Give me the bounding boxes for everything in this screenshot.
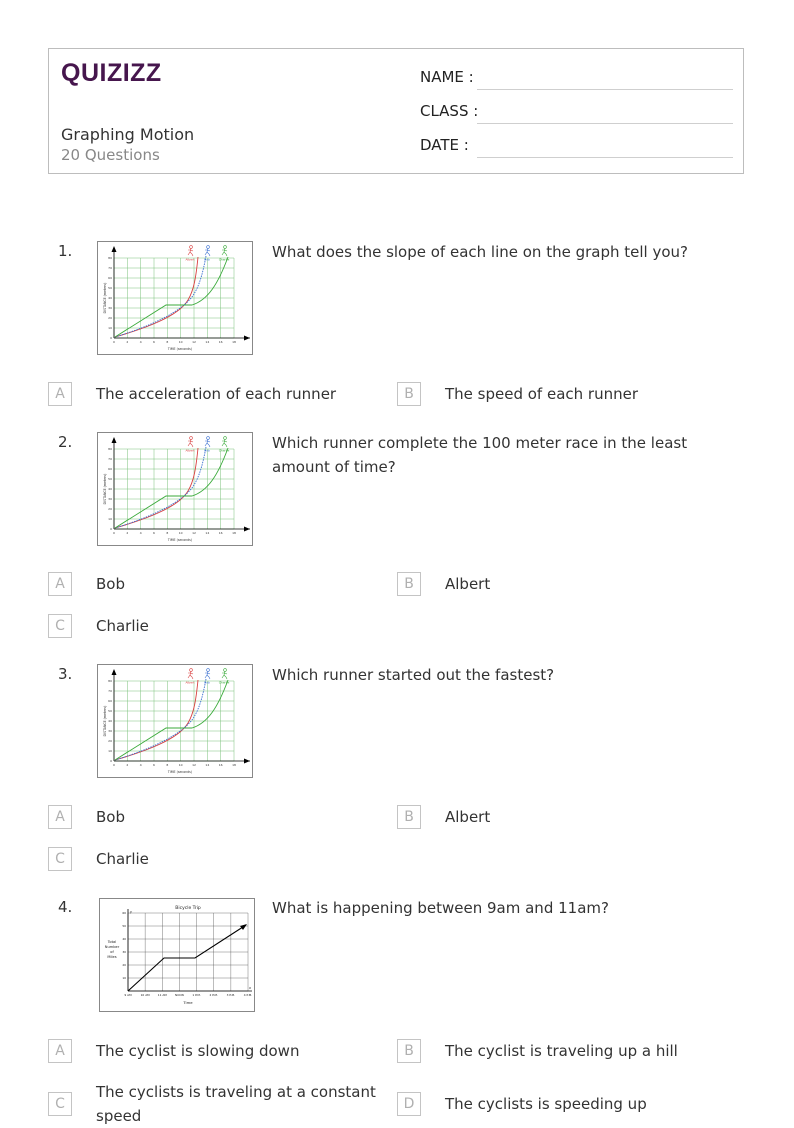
y-axis-arrow [112, 246, 117, 252]
x-tick-label: 8 [166, 340, 169, 344]
x-tick-label: 12 [192, 531, 196, 535]
y-tick-labels [108, 679, 112, 763]
y-tick-label: 50 [108, 709, 112, 713]
name-label: NAME : [420, 68, 474, 86]
x-axis-arrow [244, 759, 250, 764]
y-axis-arrow [112, 669, 117, 675]
x-tick-label: 0 [113, 763, 115, 767]
x-axis-arrow [244, 336, 250, 341]
bicycle-trip-graph [100, 899, 254, 1011]
y-tick-label: 60 [122, 911, 126, 915]
y-tick-label: 10 [122, 976, 126, 980]
x-tick-label: 2 [126, 531, 129, 535]
y-axis-label-line: Miles [107, 955, 117, 959]
x-tick-label: 2 [126, 763, 129, 767]
q4-option-a-text[interactable]: The cyclist is slowing down [96, 1042, 300, 1060]
q2-option-b-text[interactable]: Albert [445, 575, 491, 593]
running-figure-icon [188, 669, 193, 679]
question-1-text: What does the slope of each line on the graph tell you? [272, 243, 689, 261]
x-tick-label: 10 [178, 763, 183, 767]
y-axis-label: DISTANCE (meters) [103, 473, 107, 505]
x-tick-label: 9 AM [124, 993, 132, 997]
y-tick-label: 0 [110, 759, 112, 763]
x-tick-label: 2 P.M. [209, 993, 218, 997]
x-tick-label: 6 [153, 531, 155, 535]
legend-label: Bob [204, 680, 210, 685]
legend-label: Charlie [218, 257, 230, 262]
x-tick-label: 6 [153, 340, 155, 344]
runner-distance-time-graph [98, 433, 252, 545]
y-axis-label-line: Number [104, 945, 120, 949]
x-tick-label: 4 [139, 763, 142, 767]
q4-option-a-box[interactable]: A [48, 1039, 72, 1063]
bike-graph-title: Bicycle Trip [175, 906, 201, 911]
runner-legend [185, 246, 229, 262]
y-tick-label: 50 [108, 286, 112, 290]
y-tick-label: 0 [110, 336, 112, 340]
running-figure-icon [222, 669, 227, 679]
q4-option-b-box[interactable]: B [397, 1039, 421, 1063]
x-tick-label: 16 [218, 340, 223, 344]
y-axis-letter: y [130, 910, 133, 914]
y-tick-label: 80 [108, 447, 112, 451]
y-tick-label: 10 [108, 517, 112, 521]
bike-y-tick-labels [122, 911, 126, 980]
x-tick-label: 16 [218, 531, 223, 535]
runner-legend [185, 437, 229, 453]
q3-option-c-box[interactable]: C [48, 847, 72, 871]
x-tick-label: 1 P.M. [192, 993, 201, 997]
trip-line-arrow [240, 924, 247, 930]
x-axis-arrow [244, 527, 250, 532]
y-tick-label: 40 [108, 487, 112, 491]
y-tick-label: 0 [110, 527, 112, 531]
x-tick-label: 0 [113, 531, 115, 535]
y-tick-label: 30 [122, 950, 126, 954]
class-input-line[interactable] [477, 123, 733, 124]
x-axis-label: TIME (seconds) [167, 770, 193, 774]
question-4-text: What is happening between 9am and 11am? [272, 899, 609, 917]
x-tick-label: 6 [153, 763, 155, 767]
y-tick-label: 10 [108, 326, 112, 330]
q1-option-a-text[interactable]: The acceleration of each runner [96, 385, 337, 403]
y-axis-label-line: Total [107, 940, 117, 944]
x-tick-label: 14 [205, 763, 210, 767]
q4-option-d-box[interactable]: D [397, 1092, 421, 1116]
charlie-line [115, 680, 228, 760]
x-tick-label: 8 [166, 531, 169, 535]
running-figure-icon [188, 437, 193, 447]
x-tick-label: 4 [139, 340, 142, 344]
x-tick-label: 0 [113, 340, 115, 344]
question-3-image [97, 664, 253, 778]
y-tick-labels [108, 447, 112, 531]
q4-option-c-text[interactable]: The cyclists is traveling at a constant speed [96, 1083, 376, 1125]
y-tick-label: 10 [108, 749, 112, 753]
running-figure-icon [205, 437, 210, 447]
x-tick-label: 2 [126, 340, 129, 344]
x-tick-label: 10 [178, 340, 183, 344]
legend-label: Bob [204, 257, 210, 262]
y-tick-label: 20 [108, 507, 112, 511]
x-tick-label: 4 P.M. [243, 993, 253, 997]
running-figure-icon [222, 246, 227, 256]
runner-distance-time-graph [98, 242, 252, 354]
legend-label: Charlie [218, 680, 230, 685]
running-figure-icon [205, 669, 210, 679]
question-1-image [97, 241, 253, 355]
x-tick-label: 10 [178, 531, 183, 535]
y-axis-label: DISTANCE (meters) [103, 705, 107, 737]
quizizz-logo: QUIZIZZ [61, 59, 162, 87]
y-axis-label: DISTANCE (meters) [103, 282, 107, 314]
q2-option-c-box[interactable]: C [48, 614, 72, 638]
running-figure-icon [188, 246, 193, 256]
runner-distance-time-graph [98, 665, 252, 777]
x-axis-label: TIME (seconds) [167, 538, 193, 542]
q3-option-a-box[interactable]: A [48, 805, 72, 829]
charlie-line [115, 257, 228, 337]
y-axis-label-line: of [110, 950, 114, 954]
x-axis-label: TIME (seconds) [167, 347, 193, 351]
legend-label: Bob [204, 448, 210, 453]
x-tick-label: 18 [232, 340, 236, 344]
y-tick-label: 30 [108, 306, 112, 310]
x-tick-label: 10 AM [140, 993, 150, 997]
q3-option-b-text[interactable]: Albert [445, 808, 491, 826]
bike-y-axis-label [105, 940, 120, 959]
question-2-image [97, 432, 253, 546]
name-input-line[interactable] [477, 89, 733, 90]
x-tick-label: 12 [192, 763, 196, 767]
question-2-number: 2. [58, 433, 73, 451]
q2-option-a-box[interactable]: A [48, 572, 72, 596]
y-tick-label: 60 [108, 467, 112, 471]
y-tick-labels [108, 256, 112, 340]
y-axis-arrow [112, 437, 117, 443]
legend-label: Albert [185, 257, 195, 262]
legend-label: Charlie [218, 448, 230, 453]
q2-option-c-text[interactable]: Charlie [96, 617, 149, 635]
running-figure-icon [222, 437, 227, 447]
y-tick-label: 70 [108, 457, 112, 461]
x-tick-label: 8 [166, 763, 169, 767]
running-figure-icon [205, 246, 210, 256]
y-tick-label: 30 [108, 497, 112, 501]
question-count: 20 Questions [61, 146, 160, 164]
y-tick-label: 80 [108, 256, 112, 260]
date-input-line[interactable] [477, 157, 733, 158]
x-tick-labels [113, 763, 236, 767]
q4-option-b-text[interactable]: The cyclist is traveling up a hill [445, 1042, 678, 1060]
question-1-number: 1. [58, 242, 73, 260]
y-tick-label: 60 [108, 699, 112, 703]
trip-line [128, 925, 246, 991]
bike-x-axis-label: Time [183, 1000, 193, 1005]
q2-option-b-box[interactable]: B [397, 572, 421, 596]
y-tick-label: 40 [108, 719, 112, 723]
x-tick-label: 14 [205, 531, 210, 535]
q4-option-d-text[interactable]: The cyclists is speeding up [445, 1095, 647, 1113]
x-tick-label: 18 [232, 531, 236, 535]
question-4-image [99, 898, 255, 1012]
x-tick-label: 14 [205, 340, 210, 344]
question-3-text: Which runner started out the fastest? [272, 666, 555, 684]
q4-option-c-box[interactable]: C [48, 1092, 72, 1116]
x-tick-label: NOON [174, 993, 184, 997]
q3-option-a-text[interactable]: Bob [96, 808, 125, 826]
y-tick-label: 20 [108, 316, 112, 320]
y-tick-label: 50 [108, 477, 112, 481]
q3-option-b-box[interactable]: B [397, 805, 421, 829]
y-tick-label: 70 [108, 266, 112, 270]
x-tick-label: 16 [218, 763, 223, 767]
question-2-text: Which runner complete the 100 meter race in the least amount of time? [272, 434, 688, 476]
worksheet-title: Graphing Motion [61, 125, 195, 144]
question-4-number: 4. [58, 898, 73, 916]
q1-option-b-box[interactable]: B [397, 382, 421, 406]
x-tick-labels [113, 531, 236, 535]
date-label: DATE : [420, 136, 469, 154]
q3-option-c-text[interactable]: Charlie [96, 850, 149, 868]
charlie-line [115, 448, 228, 528]
bike-graph-grid [128, 913, 248, 991]
x-tick-label: 3 P.M. [226, 993, 236, 997]
x-tick-label: 4 [139, 531, 142, 535]
x-tick-label: 11 AM [157, 993, 167, 997]
x-tick-labels [113, 340, 236, 344]
y-tick-label: 20 [122, 963, 126, 967]
question-3-number: 3. [58, 665, 73, 683]
y-tick-label: 50 [122, 924, 126, 928]
legend-label: Albert [185, 680, 195, 685]
x-tick-label: 12 [192, 340, 196, 344]
q2-option-a-text[interactable]: Bob [96, 575, 125, 593]
y-tick-label: 70 [108, 689, 112, 693]
q1-option-a-box[interactable]: A [48, 382, 72, 406]
y-tick-label: 30 [108, 729, 112, 733]
y-tick-label: 20 [108, 739, 112, 743]
y-tick-label: 40 [108, 296, 112, 300]
runner-legend [185, 669, 229, 685]
worksheet-header [48, 48, 744, 174]
x-axis-letter: x [249, 986, 252, 990]
legend-label: Albert [185, 448, 195, 453]
q1-option-b-text[interactable]: The speed of each runner [445, 385, 639, 403]
y-tick-label: 60 [108, 276, 112, 280]
bike-x-tick-labels [124, 993, 252, 997]
x-tick-label: 18 [232, 763, 236, 767]
y-tick-label: 40 [122, 937, 126, 941]
y-tick-label: 80 [108, 679, 112, 683]
class-label: CLASS : [420, 102, 479, 120]
